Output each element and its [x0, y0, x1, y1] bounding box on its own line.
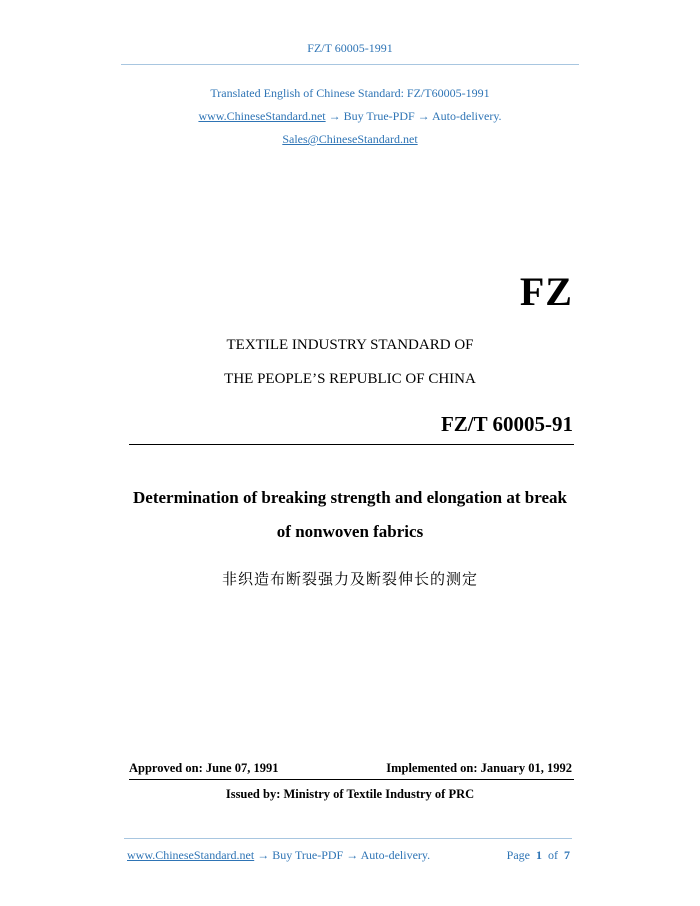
email-line: [0, 132, 700, 147]
sales-email-link[interactable]: Sales@ChineseStandard.net: [282, 132, 418, 146]
page-total: 7: [564, 848, 570, 862]
arrow-icon: →: [417, 109, 430, 123]
dates-rule: [129, 779, 574, 780]
arrow-icon: →: [328, 109, 341, 123]
arrow-icon: →: [257, 848, 270, 862]
translation-note: Translated English of Chinese Standard: FZ/T60005-1991: [210, 86, 490, 100]
industry-line-1: TEXTILE INDUSTRY STANDARD OF: [226, 337, 474, 353]
site-link[interactable]: www.ChineseStandard.net: [198, 109, 326, 123]
auto-delivery-text: Auto-delivery.: [432, 109, 502, 123]
buy-pdf-text: Buy True-PDF: [343, 109, 415, 123]
issuer: Issued by: Ministry of Textile Industry of PRC: [225, 787, 475, 801]
header-divider: [121, 64, 579, 65]
standard-code: FZ/T 60005-91: [440, 412, 573, 436]
page-current: 1: [536, 848, 542, 862]
page-number: [507, 848, 570, 863]
footer-promo: [127, 848, 430, 863]
page-label: Page: [506, 848, 530, 862]
implemented-date: Implemented on: January 01, 1992: [386, 761, 572, 775]
approved-date: Approved on: June 07, 1991: [129, 761, 279, 775]
running-header: FZ/T 60005-1991: [307, 41, 393, 55]
arrow-icon: →: [346, 848, 359, 862]
title-en-line-1: Determination of breaking strength and elongation at break: [133, 488, 567, 507]
code-rule: [129, 444, 574, 445]
footer-buy-text: Buy True-PDF: [272, 848, 344, 862]
title-cn: 非织造布断裂强力及断裂伸长的测定: [221, 572, 478, 588]
footer-site-link[interactable]: www.ChineseStandard.net: [127, 848, 255, 862]
page-of: of: [548, 848, 558, 862]
promo-line: [0, 109, 700, 124]
industry-line-2: THE PEOPLE’S REPUBLIC OF CHINA: [224, 371, 476, 387]
standard-logo-text: FZ: [519, 269, 573, 314]
title-en-line-2: of nonwoven fabrics: [276, 522, 424, 541]
footer-delivery-text: Auto-delivery.: [360, 848, 431, 862]
footer-divider: [124, 838, 572, 839]
